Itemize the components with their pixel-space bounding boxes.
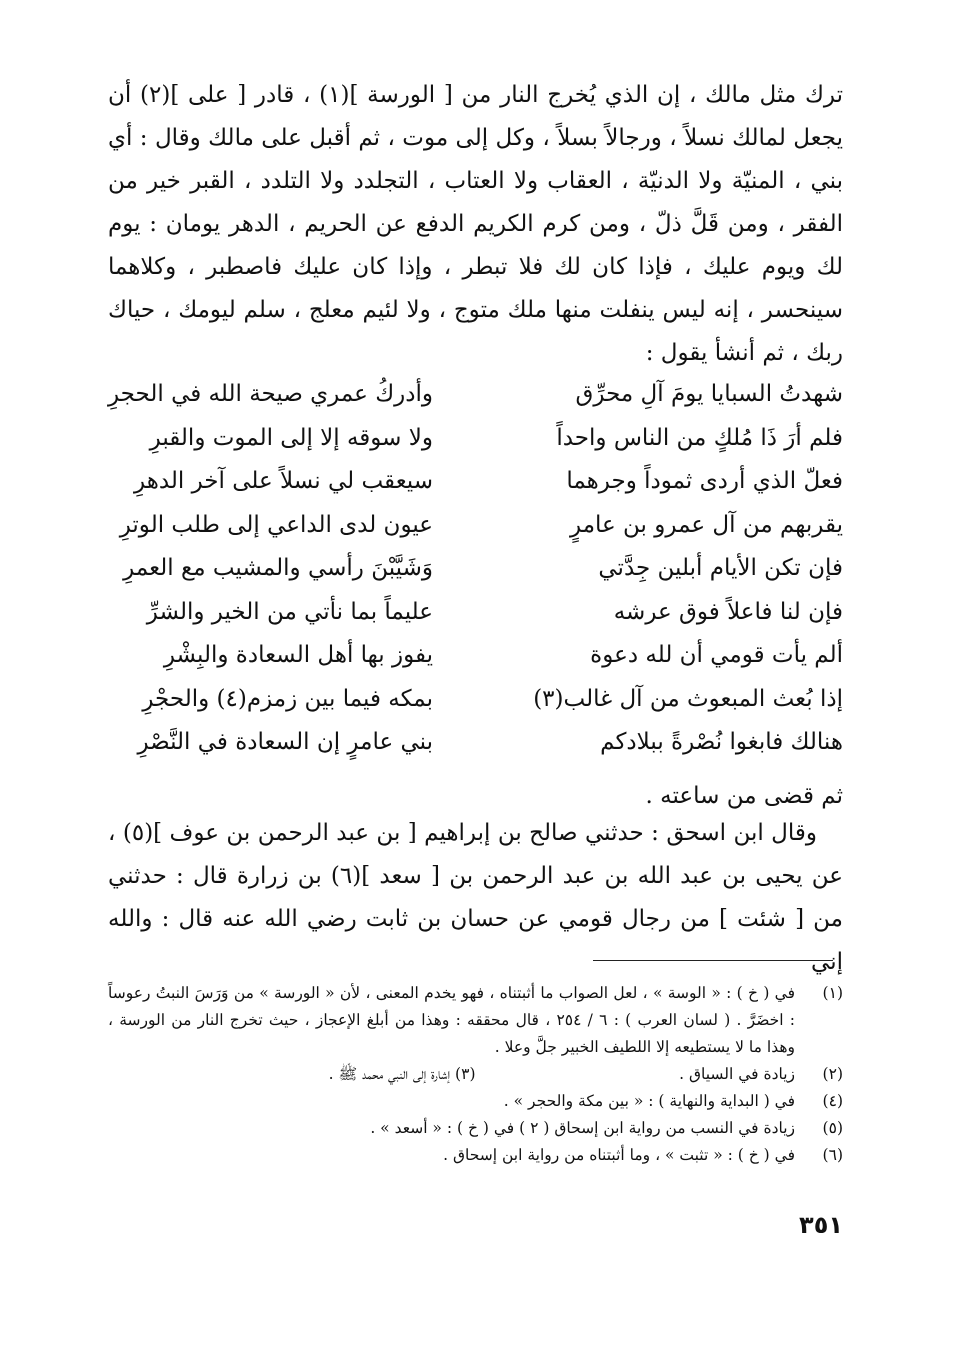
- verse-second-hemistich: بني عامرٍ إن السعادة في النَّصْرِ: [137, 729, 433, 755]
- poem: [108, 373, 843, 765]
- footnote-text: زيادة في السياق .: [679, 1065, 795, 1083]
- verse-first-hemistich: إذا بُعث المبعوث من آل غالب(٣): [533, 685, 843, 712]
- verse-second-hemistich: عيون لدى الداعي إلى طلب الوترِ: [119, 511, 433, 538]
- verse-second-hemistich: يفوز بها أهل السعادة والبِشْرِ: [163, 642, 433, 668]
- footnote-text: في ( خ ) : « تثبت » ، وما أثبتناه من رواية ابن إسحاق .: [443, 1146, 795, 1164]
- footnote: [108, 1061, 476, 1088]
- verse-first-hemistich: ألم يأت قومي أن لله دعوة: [590, 642, 843, 668]
- footnote: [108, 1142, 843, 1169]
- footnote-number: (١): [822, 984, 843, 1002]
- page-number: ٣٥١: [799, 1211, 843, 1239]
- footnote-number: (٦): [822, 1146, 843, 1164]
- verse-second-hemistich: وَشَيَّبْنَ رأسي والمشيب مع العمرِ: [123, 555, 433, 581]
- poem-verse: [108, 721, 843, 765]
- paragraph-text: ترك مثل مالك ، إن الذي يُخرج النار من [ الورسة ](١) ، قادر [ على ](٢) أن يجعل لمالك نسلاً ، ورجالاً بسلاً ، وكل إلى موت ، ثم أقبل على مالك وقال : أي بني ، المنيّة ولا الدنيّة ، العقاب ولا العتاب ، التجلدد ولا التلدد ، القبر خير من الفقر ، ومن قَلَّ ذلّ ، ومن كرم الكريم الدفع عن الحريم ، الدهر يومان : يوم لك ويوم عليك ، فإذا كان لك فلا تبطر ، وإذا كان عليك فاصطبر ، وكلاهما سينحسر ، إنه ليس ينفلت منها ملك متوج ، ولا لئيم معلج ، سلم ليومك ، حياك ربك ، ثم أنشأ يقول :: [108, 82, 843, 366]
- footnote-number: (٥): [822, 1119, 843, 1137]
- footnote-text: في ( خ ) : « الوسة » ، لعل الصواب ما أثبتناه ، فهو يخدم المعنى ، لأن « الورسة » من وَرَسَ النبتُ رعوساً : اخضَرَّ . ( لسان العرب ) : ٦ / ٢٥٤ ، قال محققه : وهذا من أبلغ الإعجاز ، حيث تخرج النار من الورسة ، وهذا ما لا يستطيعه إلا اللطيف الخبير جلَّ وعلا .: [108, 984, 795, 1056]
- poem-verse: [108, 417, 843, 461]
- verse-first-hemistich: فلم أرَ ذَا مُلكٍ من الناس واحداً: [556, 424, 843, 451]
- verse-first-hemistich: فإن لنا فاعلاً فوق عرشه: [613, 598, 843, 625]
- footnote-row: [108, 1061, 843, 1088]
- footnote-text: زيادة في النسب من رواية ابن إسحاق ( ٢ ) في ( خ ) : « أسعد » .: [370, 1119, 795, 1137]
- footnote-number: (٢): [822, 1065, 843, 1083]
- verse-second-hemistich: وأدركُ عمري صيحة الله في الحجرِ: [107, 381, 433, 407]
- verse-first-hemistich: هنالك فابغوا نُصْرةً ببلادكم: [600, 729, 843, 755]
- poem-verse: [108, 460, 843, 504]
- closing-line: ثم قضى من ساعته .: [645, 783, 843, 809]
- footnote-number: (٤): [822, 1092, 843, 1110]
- footnote: [108, 1088, 843, 1115]
- poem-verse: [108, 504, 843, 548]
- verse-first-hemistich: يقربهم من آل عمرو بن عامرٍ: [570, 511, 843, 538]
- poem-verse: [108, 547, 843, 591]
- footnote: [476, 1061, 844, 1088]
- opening-paragraph: [108, 74, 843, 375]
- verse-second-hemistich: عليماً بما نأتي من الخير والشرِّ: [146, 598, 433, 625]
- verse-first-hemistich: فعلّ الذي أردى ثموداً وجرهما: [566, 468, 843, 494]
- poem-verse: [108, 373, 843, 417]
- footnote: [108, 980, 843, 1061]
- poem-verse: [108, 591, 843, 635]
- footnote: [108, 1115, 843, 1142]
- paragraph-text: وقال ابن اسحق : حدثني صالح بن إبراهيم [ بن عبد الرحمن بن عوف ](٥) ، عن يحيى بن عبد الله بن عبد الرحمن بن [ سعد ](٦) بن زرارة قال : حدثني من [ شئت ] من رجال قومي عن حسان بن ثابت رضي الله عنه قال : والله إني: [108, 820, 844, 975]
- poem-verse: [108, 634, 843, 678]
- footnote-text: في ( البداية والنهاية ) : « بين مكة والحجر » .: [503, 1092, 795, 1110]
- footnote-text: (٣) إشارة إلى النبي محمد ﷺ .: [328, 1065, 476, 1083]
- verse-second-hemistich: ولا سوقه إلا إلى الموت والقبرِ: [149, 424, 433, 451]
- verse-first-hemistich: شهدتُ السبايا يومَ آلِ محرِّق: [575, 381, 843, 407]
- verse-first-hemistich: فإن تكن الأيام أبلين جِدَّتي: [598, 555, 843, 581]
- isnad-paragraph: [108, 812, 843, 984]
- footnotes: [108, 980, 843, 1169]
- verse-second-hemistich: بمكه فيما بين زمزم(٤) والحجْرِ: [142, 685, 433, 712]
- poem-verse: [108, 678, 843, 722]
- verse-second-hemistich: سيعقب لي نسلاً على آخر الدهرِ: [134, 468, 433, 494]
- footnote-divider: [593, 960, 833, 961]
